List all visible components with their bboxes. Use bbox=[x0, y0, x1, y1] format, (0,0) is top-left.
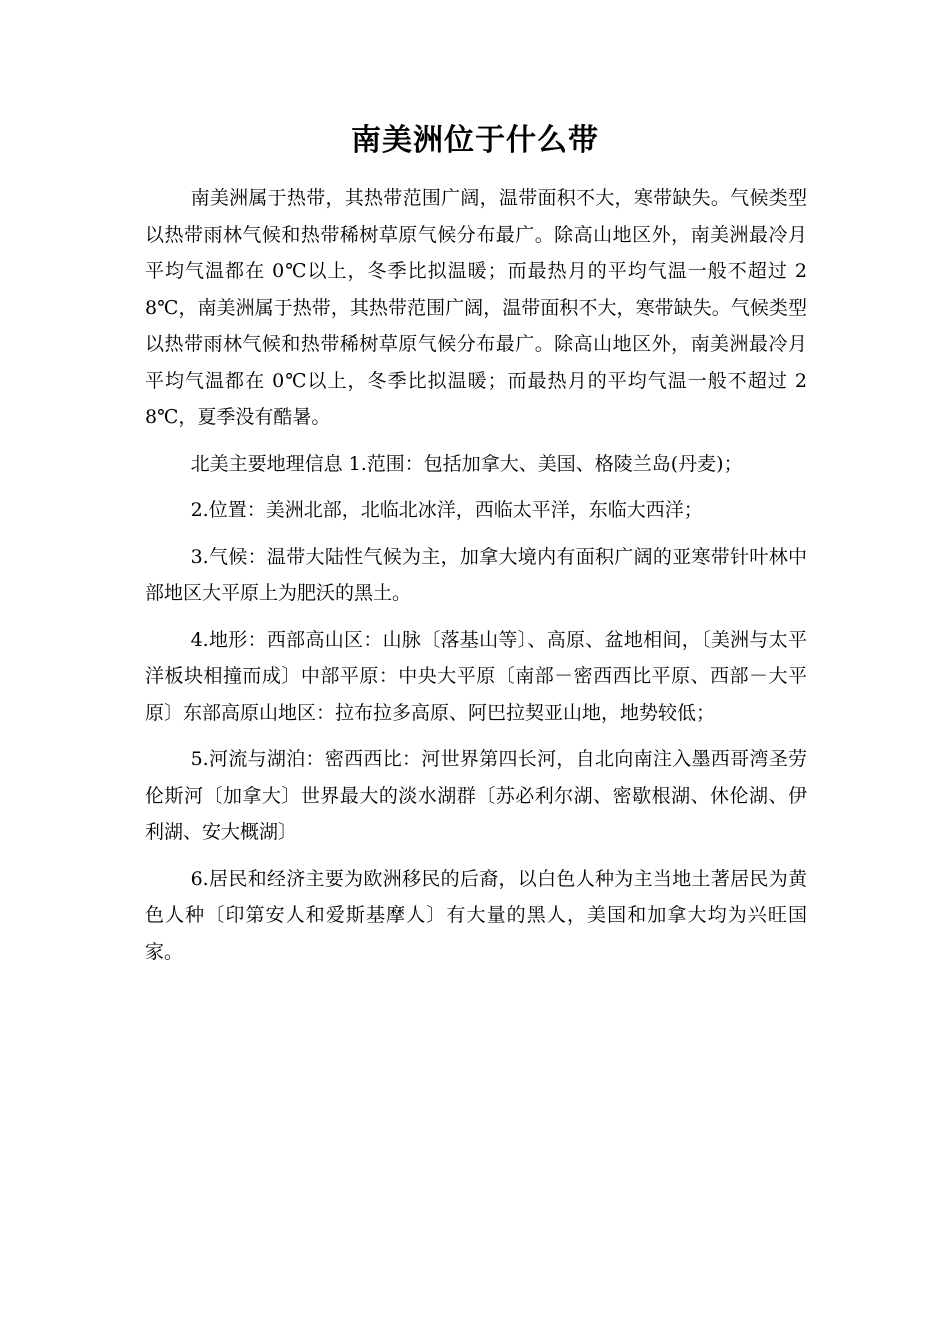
paragraph-north-america-terrain: 4.地形：西部高山区：山脉〔落基山等〕、高原、盆地相间，〔美洲与太平洋板块相撞而成〕中部平原：中央大平原〔南部－密西西比平原、西部－大平原〕东部高原山地区：拉布拉多高原、阿巴拉契亚山地，地势较低； bbox=[145, 628, 807, 724]
paragraph-south-america-climate: 南美洲属于热带，其热带范围广阔，温带面积不大，寒带缺失。气候类型以热带雨林气候和热带稀树草原气候分布最广。除高山地区外，南美洲最冷月平均气温都在 0℃以上，冬季比拟温暖；而最热月的平均气温一般不超过 28℃，南美洲属于热带，其热带范围广阔，温带面积不大，寒带缺失。气候类型以热带雨林气候和热带稀树草原气候分布最广。除高山地区外，南美洲最冷月平均气温都在 0℃以上，冬季比拟温暖；而最热月的平均气温一般不超过 28℃，夏季没有酷暑。 bbox=[145, 187, 807, 428]
paragraph-north-america-climate: 3.气候：温带大陆性气候为主，加拿大境内有面积广阔的亚寒带针叶林中部地区大平原上为肥沃的黑土。 bbox=[145, 545, 807, 604]
paragraph-north-america-rivers-lakes: 5.河流与湖泊：密西西比：河世界第四长河，自北向南注入墨西哥湾圣劳伦斯河〔加拿大〕世界最大的淡水湖群〔苏必利尔湖、密歇根湖、休伦湖、伊利湖、安大概湖〕 bbox=[145, 748, 807, 843]
page-title: 南美洲位于什么带 bbox=[351, 123, 599, 158]
document-body bbox=[145, 180, 807, 980]
paragraph-north-america-location: 2.位置：美洲北部，北临北冰洋，西临太平洋，东临大西洋； bbox=[190, 499, 703, 521]
paragraph-north-america-range: 北美主要地理信息 1.范围：包括加拿大、美国、格陵兰岛(丹麦)； bbox=[190, 452, 743, 475]
paragraph-north-america-residents-economy: 6.居民和经济主要为欧洲移民的后裔，以白色人种为主当地土著居民为黄色人种〔印第安人和爱斯基摩人〕有大量的黑人，美国和加拿大均为兴旺国家。 bbox=[145, 867, 807, 963]
